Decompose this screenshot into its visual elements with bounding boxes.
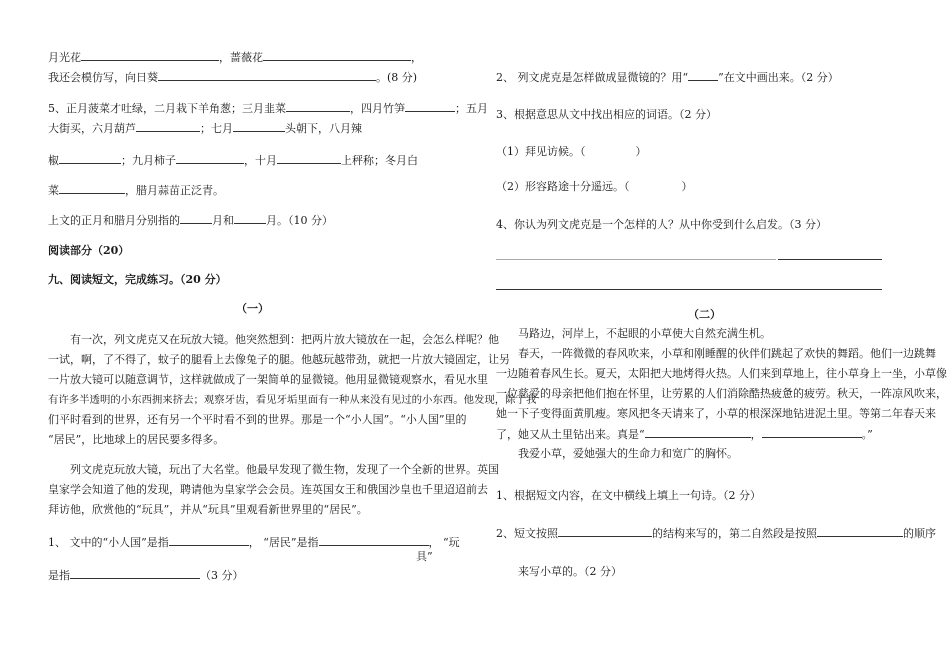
blank-field[interactable] [59, 153, 121, 164]
passage-one-line-5: 们平时看到的世界，还有另一个平时看不到的世界。那是一个“小人国”。“小人国”里的 [48, 413, 467, 426]
text: 的结构来写的，第二自然段是按照 [652, 527, 817, 540]
text: 我还会模仿写，向日葵 [48, 71, 158, 84]
blank-field[interactable] [169, 535, 249, 546]
text: 5、正月菠菜才吐绿，二月栽下羊角葱；三月韭菜 [48, 102, 286, 115]
question-1-line-2: 具” [416, 550, 433, 563]
text: 上秤称；冬月白 [341, 154, 418, 167]
text: ， [411, 51, 422, 64]
text: 2、 列文虎克是怎样做成显微镜的？用“ [496, 71, 689, 84]
blank-field[interactable] [70, 568, 200, 579]
question-3-item-1 [496, 145, 647, 159]
q5-line-2 [48, 121, 362, 136]
text: 月和 [212, 214, 234, 227]
question-3-item-2 [496, 180, 693, 194]
question-2 [496, 70, 839, 85]
blank-field[interactable] [234, 213, 266, 224]
text: （2）形容路途十分遥远。（ [496, 180, 630, 193]
blank-field[interactable] [817, 526, 903, 537]
text: （1）拜见访候。（ [496, 145, 586, 158]
passage-one-line-9: 拜访他，欣赏他的“玩具”，并从“玩具”里观看新世界里的“居民”。 [48, 503, 368, 516]
blank-field[interactable] [136, 121, 200, 132]
text: 了，她又从土里钻出来。真是“ [496, 428, 645, 441]
text: 。” [861, 428, 873, 441]
text: ，腊月蒜苗正泛青。 [125, 184, 224, 197]
passage-two-line-4: 一位慈爱的母亲把他们抱在怀里，让劳累的人们消除酷热疲惫的疲劳。秋天，一阵凉风吹来， [496, 387, 947, 400]
blank-field[interactable] [558, 526, 652, 537]
text: ， [750, 428, 762, 441]
question-3: 3、根据意思从文中找出相应的词语。（2 分） [496, 108, 717, 121]
text: 月光花 [48, 51, 81, 64]
passage-one-line-3: 一片放大镜可以随意调节，这样就做成了一架简单的显微镜。他用显微镜观察水，看见水里 [48, 373, 488, 386]
text: 1、 文中的“小人国”是指 [48, 536, 169, 549]
text: 头朝下，八月辣 [285, 122, 362, 135]
q5-line-1 [48, 101, 488, 116]
text: ， “玩 [428, 536, 460, 549]
blank-field[interactable] [81, 50, 219, 61]
text: ， “居民”是指 [248, 536, 319, 549]
text: 大街买，六月葫芦 [48, 122, 136, 135]
text: 的顺序 [903, 527, 936, 540]
line-moon-flower [48, 50, 422, 65]
blank-field[interactable] [180, 213, 212, 224]
passage-one-line-2: 一试，啊，了不得了，蚊子的腿看上去像兔子的腿。他越玩越带劲，就把一片放大镜固定，让另 [48, 353, 510, 366]
text: ） [635, 145, 647, 158]
text: ”在文中画出来。（2 分） [718, 71, 839, 84]
passage-two-line-1: 马路边，河岸上，不起眼的小草使大自然充满生机。 [518, 327, 771, 340]
line-imitate [48, 70, 417, 85]
section-nine-heading: 九、阅读短文，完成练习。（20 分） [48, 273, 227, 286]
blank-field[interactable] [688, 70, 718, 81]
passage-one-line-1: 有一次，列文虎克又在玩放大镜。他突然想到：把两片放大镜放在一起，会怎么样呢？他 [70, 333, 499, 346]
question-4: 4、你认为列文虎克是一个怎样的人？从中你受到什么启发。（3 分） [496, 218, 827, 231]
question-1-line-3 [48, 568, 244, 583]
passage-one-title: （一） [236, 302, 269, 315]
passage-two-title: （二） [688, 308, 721, 321]
passage-two-question-2-cont: 来写小草的。（2 分） [518, 565, 622, 578]
passage-two-question-2 [496, 526, 936, 541]
q5-line-4 [48, 183, 224, 198]
text: ；九月柿子 [121, 154, 176, 167]
question-1-line-1 [48, 535, 460, 550]
blank-field[interactable] [319, 535, 429, 546]
blank-field[interactable] [263, 50, 411, 61]
text: ） [681, 180, 693, 193]
passage-two-line-5: 她一下子变得面黄肌瘦。寒风把冬天请来了，小草的根深深地钻进泥土里。等第二年春天来 [496, 407, 936, 420]
blank-field[interactable] [645, 427, 751, 438]
blank-field[interactable] [59, 183, 125, 194]
passage-two-line-7: 我爱小草，爱她强大的生命力和宽广的胸怀。 [518, 447, 738, 460]
blank-field[interactable] [176, 153, 244, 164]
blank-field[interactable] [158, 70, 376, 81]
passage-one-line-8: 皇家学会知道了他的发现，聘请他为皇家学会会员。连英国女王和俄国沙皇也千里迢迢前去 [48, 483, 488, 496]
answer-line[interactable] [778, 259, 882, 260]
passage-two-line-6 [496, 427, 873, 442]
text: ，蔷薇花 [219, 51, 263, 64]
text: ；五月 [455, 102, 488, 115]
text: （3 分） [200, 569, 244, 582]
passage-one-line-6: “居民”，比地球上的居民要多得多。 [48, 433, 225, 446]
text: 月。（10 分） [266, 214, 333, 227]
q5-line-3 [48, 153, 418, 168]
passage-one-line-7: 列文虎克玩放大镜，玩出了大名堂。他最早发现了微生物，发现了一个全新的世界。英国 [70, 463, 499, 476]
answer-line-light[interactable] [496, 259, 776, 260]
text: 是指 [48, 569, 70, 582]
reading-section-title: 阅读部分（20） [48, 244, 130, 257]
blank-field[interactable] [286, 101, 350, 112]
answer-line[interactable] [496, 289, 882, 290]
passage-two-question-1: 1、根据短文内容，在文中横线上填上一句诗。（2 分） [496, 489, 761, 502]
text: 上文的正月和腊月分别指的 [48, 214, 180, 227]
text: 。(8 分) [376, 71, 418, 84]
blank-field[interactable] [762, 427, 862, 438]
passage-two-line-2: 春天，一阵微微的春风吹来，小草和刚睡醒的伙伴们跳起了欢快的舞蹈。他们一边跳舞 [518, 347, 936, 360]
blank-field[interactable] [233, 121, 285, 132]
blank-field[interactable] [405, 101, 455, 112]
text: 2、短文按照 [496, 527, 558, 540]
q5-line-5 [48, 213, 333, 228]
text: ，四月竹笋 [350, 102, 405, 115]
text: 菜 [48, 184, 59, 197]
text: ；七月 [200, 122, 233, 135]
passage-two-line-3: 一边随着春风生长。夏天，太阳把大地烤得火热。人们来到草地上，往小草身上一坐，小草像 [496, 367, 947, 380]
text: ，十月 [244, 154, 277, 167]
text: 椒 [48, 154, 59, 167]
blank-field[interactable] [277, 153, 341, 164]
passage-one-line-4: 有许多半透明的小东西拥来挤去；观察牙齿，看见牙垢里面有一种从来没有见过的小东西。他发现，除了我 [48, 394, 537, 406]
